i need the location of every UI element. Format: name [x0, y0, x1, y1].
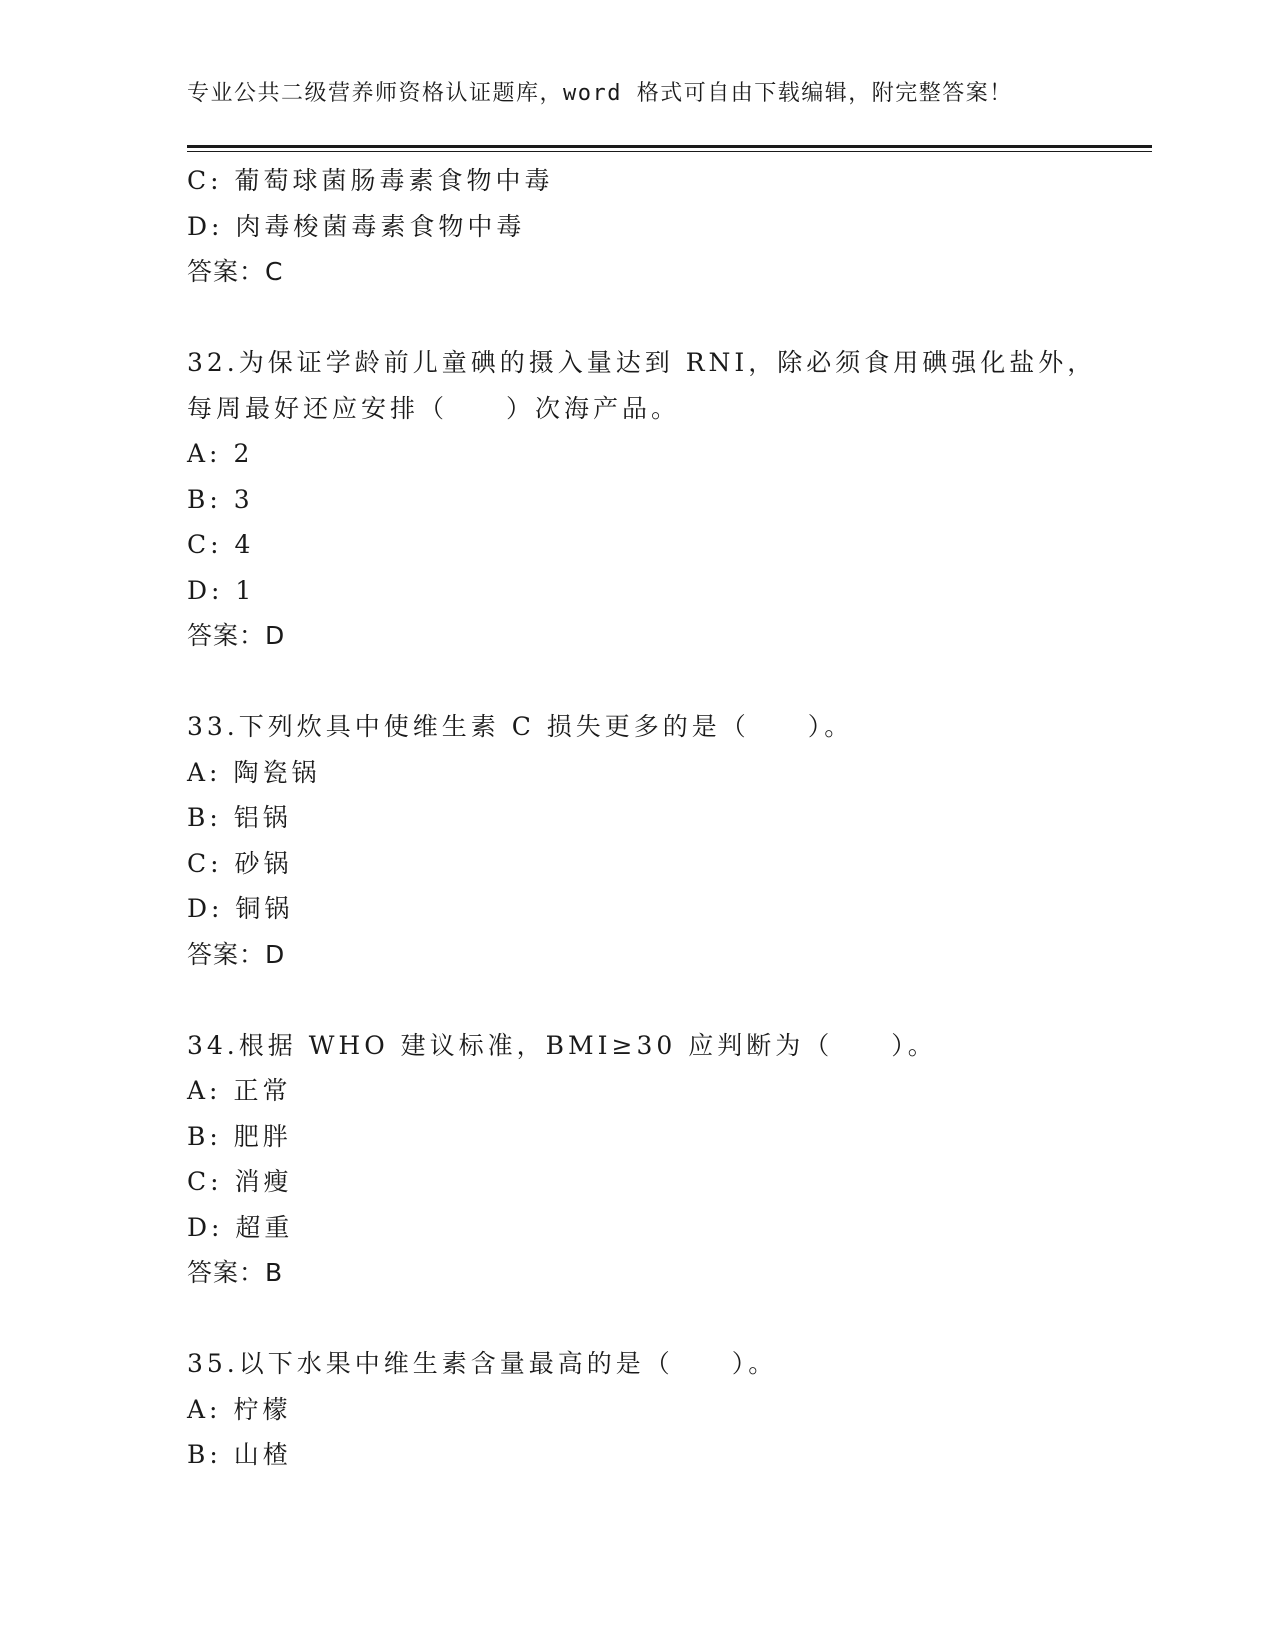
option-text: 肥胖	[233, 1121, 292, 1151]
option-line	[187, 477, 1152, 523]
option-label: A:	[187, 757, 222, 787]
option-label: A:	[187, 1076, 222, 1105]
header-rule-thin	[187, 151, 1152, 152]
option-text: 3	[233, 484, 254, 514]
option-text: 消瘦	[234, 1167, 293, 1196]
option-text: 4	[234, 530, 255, 559]
option-text: 铝锅	[233, 803, 292, 832]
option-text: 柠檬	[233, 1394, 292, 1424]
option-text: 肉毒梭菌毒素食物中毒	[235, 211, 526, 241]
question-stem: 32.为保证学龄前儿童碘的摄入量达到 RNI，除必须食用碘强化盐外，	[187, 348, 1097, 377]
option-line	[187, 1432, 1152, 1478]
option-label: C:	[187, 166, 223, 195]
option-label: A:	[187, 439, 222, 468]
option-label: D:	[187, 1212, 224, 1242]
answer-line: 答案：D	[187, 621, 286, 650]
question-stem-continued: 每周最好还应安排（ ）次海产品。	[187, 393, 681, 423]
option-line	[187, 1114, 1152, 1160]
option-label: C:	[187, 848, 223, 878]
option-label: D:	[187, 575, 224, 605]
question-stem: 34.根据 WHO 建议标准，BMI≥30 应判断为（ ）。	[187, 1030, 937, 1060]
option-label: B:	[187, 484, 222, 514]
answer-line: 答案：D	[187, 939, 286, 969]
option-line	[187, 522, 1152, 568]
option-line	[187, 886, 1152, 932]
option-line	[187, 1159, 1152, 1205]
spacer	[187, 977, 1152, 1023]
option-line	[187, 750, 1152, 796]
option-line	[187, 1068, 1152, 1114]
option-label: D:	[187, 894, 224, 923]
option-label: C:	[187, 1167, 223, 1196]
option-text: 葡萄球菌肠毒素食物中毒	[234, 166, 554, 195]
option-label: B:	[187, 1121, 222, 1151]
question-stem: 33.下列炊具中使维生素 C 损失更多的是（ ）。	[187, 712, 854, 741]
option-label: B:	[187, 1440, 222, 1469]
spacer	[187, 659, 1152, 705]
option-text: 正常	[233, 1076, 292, 1105]
option-line	[187, 431, 1152, 477]
option-text: 陶瓷锅	[233, 757, 321, 787]
question-stem: 35.以下水果中维生素含量最高的是（ ）。	[187, 1349, 778, 1378]
option-text: 铜锅	[235, 894, 294, 923]
option-label: A:	[187, 1394, 222, 1424]
option-line	[187, 158, 1152, 204]
option-text: 砂锅	[234, 848, 293, 878]
question-list	[187, 158, 1152, 1478]
page-header: 专业公共二级营养师资格认证题库，word 格式可自由下载编辑，附完整答案！	[187, 81, 1013, 106]
option-label: B:	[187, 803, 222, 832]
option-text: 2	[233, 439, 254, 468]
option-line	[187, 841, 1152, 887]
answer-line: 答案：B	[187, 1258, 284, 1287]
option-line	[187, 1205, 1152, 1251]
option-line	[187, 568, 1152, 614]
spacer	[187, 1296, 1152, 1342]
option-line	[187, 204, 1152, 250]
answer-line: 答案：C	[187, 257, 284, 286]
option-line	[187, 1387, 1152, 1433]
option-text: 1	[235, 575, 256, 605]
option-label: D:	[187, 211, 224, 241]
option-line	[187, 795, 1152, 841]
spacer	[187, 295, 1152, 341]
header-rule-thick	[187, 145, 1152, 148]
option-text: 山楂	[233, 1440, 292, 1469]
option-label: C:	[187, 530, 223, 559]
option-text: 超重	[235, 1212, 294, 1242]
